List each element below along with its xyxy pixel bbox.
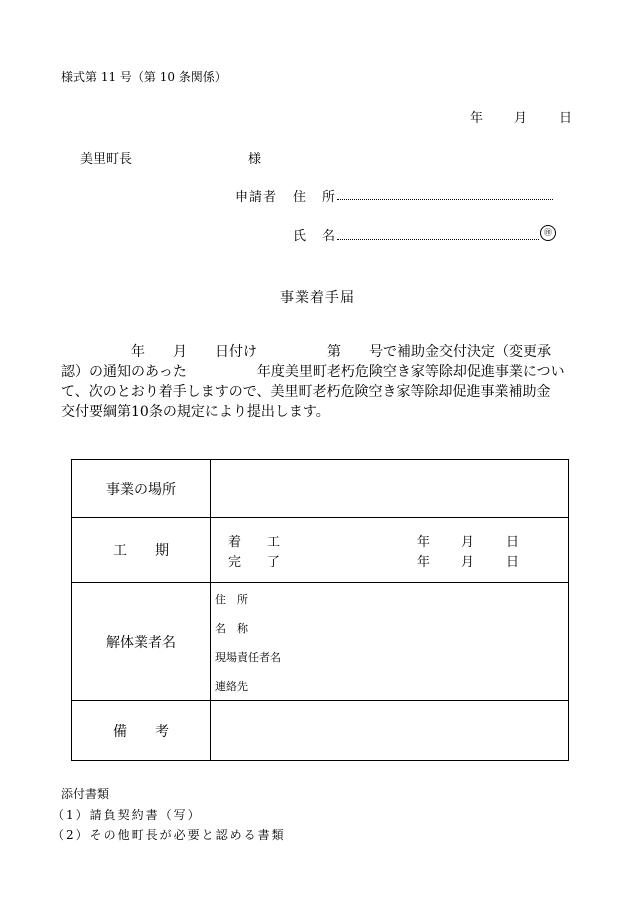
remarks-value-cell[interactable]	[211, 701, 569, 761]
attachments-title: 添付書類	[61, 787, 110, 801]
remarks-label: 備 考	[72, 701, 211, 761]
start-month-label: 月	[461, 535, 475, 550]
addressee-mayor: 美里町長	[80, 152, 133, 167]
end-day-label: 日	[506, 555, 520, 570]
attachment-item-2: （2）その他町長が必要と認める書類	[52, 828, 286, 842]
body-line-3: て、次のとおり着手しますので、美里町老朽危険空き家等除却促進事業補助金	[61, 384, 551, 400]
end-year-label: 年	[417, 555, 431, 570]
start-label: 着 工	[228, 535, 281, 550]
body-paragraph	[61, 342, 573, 422]
contractor-name-label: 名 称	[215, 622, 248, 635]
contractor-address-label: 住 所	[215, 593, 248, 606]
applicant-address-label: 住所	[293, 190, 352, 205]
applicant-label: 申請者	[235, 190, 278, 205]
seal-icon: ㊞	[540, 225, 556, 241]
contractor-label: 解体業者名	[72, 583, 211, 701]
contractor-value-cell[interactable]	[211, 583, 569, 701]
end-label: 完 了	[228, 555, 281, 570]
applicant-name-field[interactable]	[337, 239, 539, 240]
period-label: 工 期	[72, 518, 211, 583]
project-info-table	[71, 459, 569, 761]
form-number: 様式第 11 号（第 10 条関係）	[61, 70, 227, 84]
location-label: 事業の場所	[72, 460, 211, 518]
applicant-address-field[interactable]	[337, 199, 553, 200]
period-value-cell[interactable]	[211, 518, 569, 583]
date-day-label: 日	[559, 111, 573, 126]
location-value-cell[interactable]	[211, 460, 569, 518]
body-line-1: 年 月 日付け 第 号で補助金交付決定（変更承	[61, 344, 551, 360]
attachment-item-1: （1）請負契約書（写）	[52, 808, 202, 822]
body-line-2: 認）の通知のあった 年度美里町老朽危険空き家等除却促進事業につい	[61, 364, 565, 380]
body-line-4: 交付要綱第10条の規定により提出します。	[61, 404, 330, 420]
addressee-honorific: 様	[248, 152, 262, 167]
start-year-label: 年	[417, 535, 431, 550]
start-day-label: 日	[506, 535, 520, 550]
site-manager-label: 現場責任者名	[215, 651, 281, 664]
date-year-label: 年	[470, 111, 484, 126]
date-month-label: 月	[514, 111, 528, 126]
contact-label: 連絡先	[215, 680, 248, 693]
end-month-label: 月	[461, 555, 475, 570]
applicant-name-label: 氏名	[293, 229, 352, 244]
document-title: 事業着手届	[280, 290, 355, 306]
